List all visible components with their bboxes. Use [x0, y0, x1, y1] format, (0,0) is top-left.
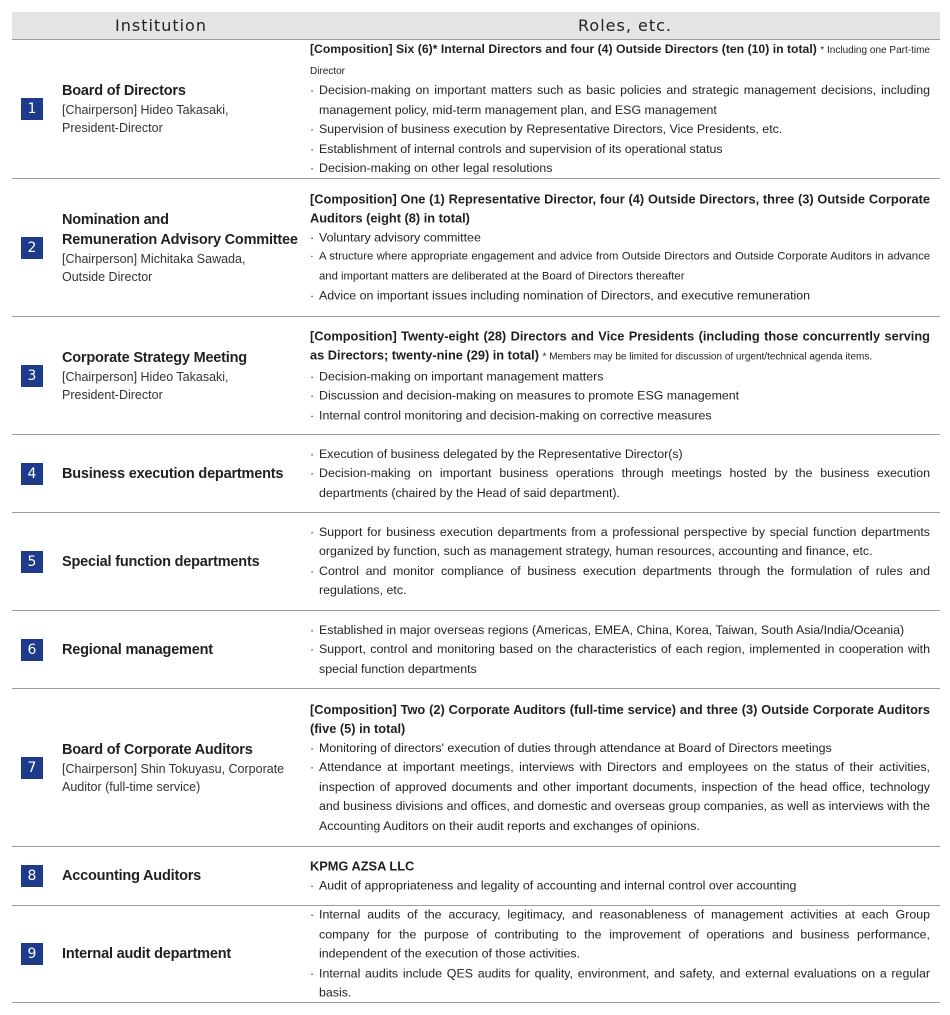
row-number-badge: 5 — [21, 551, 43, 573]
composition-text — [310, 326, 930, 367]
table-row — [12, 513, 940, 611]
roles-cell — [310, 905, 930, 1003]
institution-cell — [62, 552, 302, 572]
role-bullet: · Internal audits of the accuracy, legitimacy, and reasonableness of management activities at each Group company for the purpose of contributing to the improvement of operations and business performance, independent of the execution of those activities. — [310, 905, 930, 964]
institution-name: Corporate Strategy Meeting — [62, 349, 247, 366]
institution-cell — [62, 944, 302, 964]
institution-name: Regional management — [62, 641, 213, 658]
chairperson-line: Outside Director — [62, 269, 153, 284]
row-number-badge: 3 — [21, 365, 43, 387]
institution-name: Nomination and — [62, 211, 169, 228]
role-bullet: · Internal control monitoring and decision-making on corrective measures — [310, 406, 930, 426]
role-bullet: · Execution of business delegated by the Representative Director(s) — [310, 444, 930, 464]
institution-name: Accounting Auditors — [62, 868, 202, 884]
roles-cell — [310, 40, 930, 179]
role-bullet: · Control and monitor compliance of business execution departments through the formulation of rules and regulations, etc. — [310, 562, 930, 601]
role-bullet: · Support for business execution departments from a professional perspective by special function departments organized by function, such as management strategy, human resources, accounting and finance, etc. — [310, 523, 930, 562]
role-bullet: · Voluntary advisory committee — [310, 228, 930, 248]
row-number-badge: 9 — [21, 943, 43, 965]
institution-cell — [62, 464, 302, 484]
table-row — [12, 906, 940, 1003]
chairperson-line: [Chairperson] Michitaka Sawada, — [62, 251, 246, 266]
institution-cell — [62, 210, 302, 286]
role-bullet: · Decision-making on important management matters — [310, 367, 930, 387]
roles-cell — [310, 189, 930, 306]
table-row — [12, 435, 940, 513]
composition-note: * Including one Part-time Director — [310, 44, 930, 77]
institution-name: Business execution departments — [62, 465, 284, 482]
table-row — [12, 179, 940, 317]
role-bullet: · Monitoring of directors' execution of duties through attendance at Board of Directors meetings — [310, 738, 930, 758]
institution-name: Remuneration Advisory Committee — [62, 231, 298, 248]
roles-cell — [310, 620, 930, 679]
table-row — [12, 611, 940, 689]
composition-text — [310, 40, 930, 81]
role-bullet: · Internal audits include QES audits for quality, environment, and safety, and external evaluations on a regular basis. — [310, 964, 930, 1003]
role-bullet: · Decision-making on other legal resolutions — [310, 159, 930, 179]
row-number-badge: 7 — [21, 757, 43, 779]
composition-text: [Composition] One (1) Representative Director, four (4) Outside Directors, three (3) Outside Corporate Auditors (eight (8) in total) — [310, 191, 930, 226]
table-row — [12, 689, 940, 847]
institution-cell — [62, 81, 302, 137]
institution-name: Board of Corporate Auditors — [62, 741, 253, 758]
row-number-badge: 4 — [21, 463, 43, 485]
header-roles: Roles, etc. — [578, 16, 672, 35]
composition-text: KPMG AZSA LLC — [310, 858, 415, 874]
roles-cell — [310, 857, 930, 896]
role-bullet: · Advice on important issues including nomination of Directors, and executive remuneration — [310, 287, 930, 307]
table-row — [12, 40, 940, 179]
chairperson-line: President-Director — [62, 387, 163, 402]
table-row — [12, 847, 940, 906]
roles-cell — [310, 699, 930, 836]
institution-name: Internal audit department — [62, 946, 232, 962]
institution-cell — [62, 348, 302, 404]
chairperson-line: [Chairperson] Shin Tokuyasu, Corporate — [62, 761, 285, 776]
role-bullet: · Support, control and monitoring based on the characteristics of each region, implemented in cooperation with special function departments — [310, 640, 930, 679]
composition-note: * Members may be limited for discussion of urgent/technical agenda items. — [542, 351, 873, 363]
role-bullet: · Discussion and decision-making on measures to promote ESG management — [310, 386, 930, 406]
composition-main: [Composition] Twenty-eight (28) Directors and Vice Presidents (including those concurrently serving as Directors; twenty-nine (29) in total) — [310, 327, 930, 363]
row-number-badge: 1 — [21, 98, 43, 120]
role-bullet: · A structure where appropriate engagement and advice from Outside Directors and Outside Corporate Auditors in advance and important matters are deliberated at the Board of Directors thereafter — [310, 248, 930, 287]
composition-main: [Composition] Six (6)* Internal Directors and four (4) Outside Directors (ten (10) in total) — [310, 41, 817, 56]
row-number-badge: 6 — [21, 639, 43, 661]
row-number-badge: 2 — [21, 237, 43, 259]
institution-cell — [62, 640, 302, 660]
institution-cell — [62, 866, 302, 886]
composition-text: [Composition] Two (2) Corporate Auditors (full-time service) and three (3) Outside Corporate Auditors (five (5) in total) — [310, 701, 930, 736]
role-bullet: · Decision-making on important matters such as basic policies and strategic management decisions, including management policy, mid-term management plan, and ESG management — [310, 81, 930, 120]
institution-name: Special function departments — [62, 553, 260, 570]
header-institution: Institution — [115, 16, 207, 35]
role-bullet: · Supervision of business execution by Representative Directors, Vice Presidents, etc. — [310, 120, 930, 140]
roles-cell — [310, 523, 930, 601]
roles-cell — [310, 444, 930, 503]
institution-name: Board of Directors — [62, 83, 186, 99]
chairperson-line: Auditor (full-time service) — [62, 779, 201, 794]
row-number-badge: 8 — [21, 865, 43, 887]
table-row — [12, 317, 940, 435]
chairperson-line: [Chairperson] Hideo Takasaki, — [62, 369, 229, 384]
chairperson-line: President-Director — [62, 121, 163, 135]
governance-table — [12, 12, 940, 1000]
role-bullet: · Established in major overseas regions (Americas, EMEA, China, Korea, Taiwan, South Asia/India/Oceania) — [310, 620, 930, 640]
role-bullet: · Audit of appropriateness and legality of accounting and internal control over accounting — [310, 876, 930, 896]
chairperson-line: [Chairperson] Hideo Takasaki, — [62, 103, 229, 117]
role-bullet: · Attendance at important meetings, interviews with Directors and employees on the status of their activities, inspection of approved documents and other important documents, inspection of the head office, technology and business divisions and offices, and domestic and overseas group companies, as well as interviews with the Accounting Auditors on their audit reports and exchanges of opinions. — [310, 758, 930, 836]
institution-cell — [62, 740, 302, 796]
roles-cell — [310, 326, 930, 426]
role-bullet: · Establishment of internal controls and supervision of its operational status — [310, 139, 930, 159]
table-header — [12, 12, 940, 40]
role-bullet: · Decision-making on important business operations through meetings hosted by the business execution departments (chaired by the Head of said department). — [310, 464, 930, 503]
